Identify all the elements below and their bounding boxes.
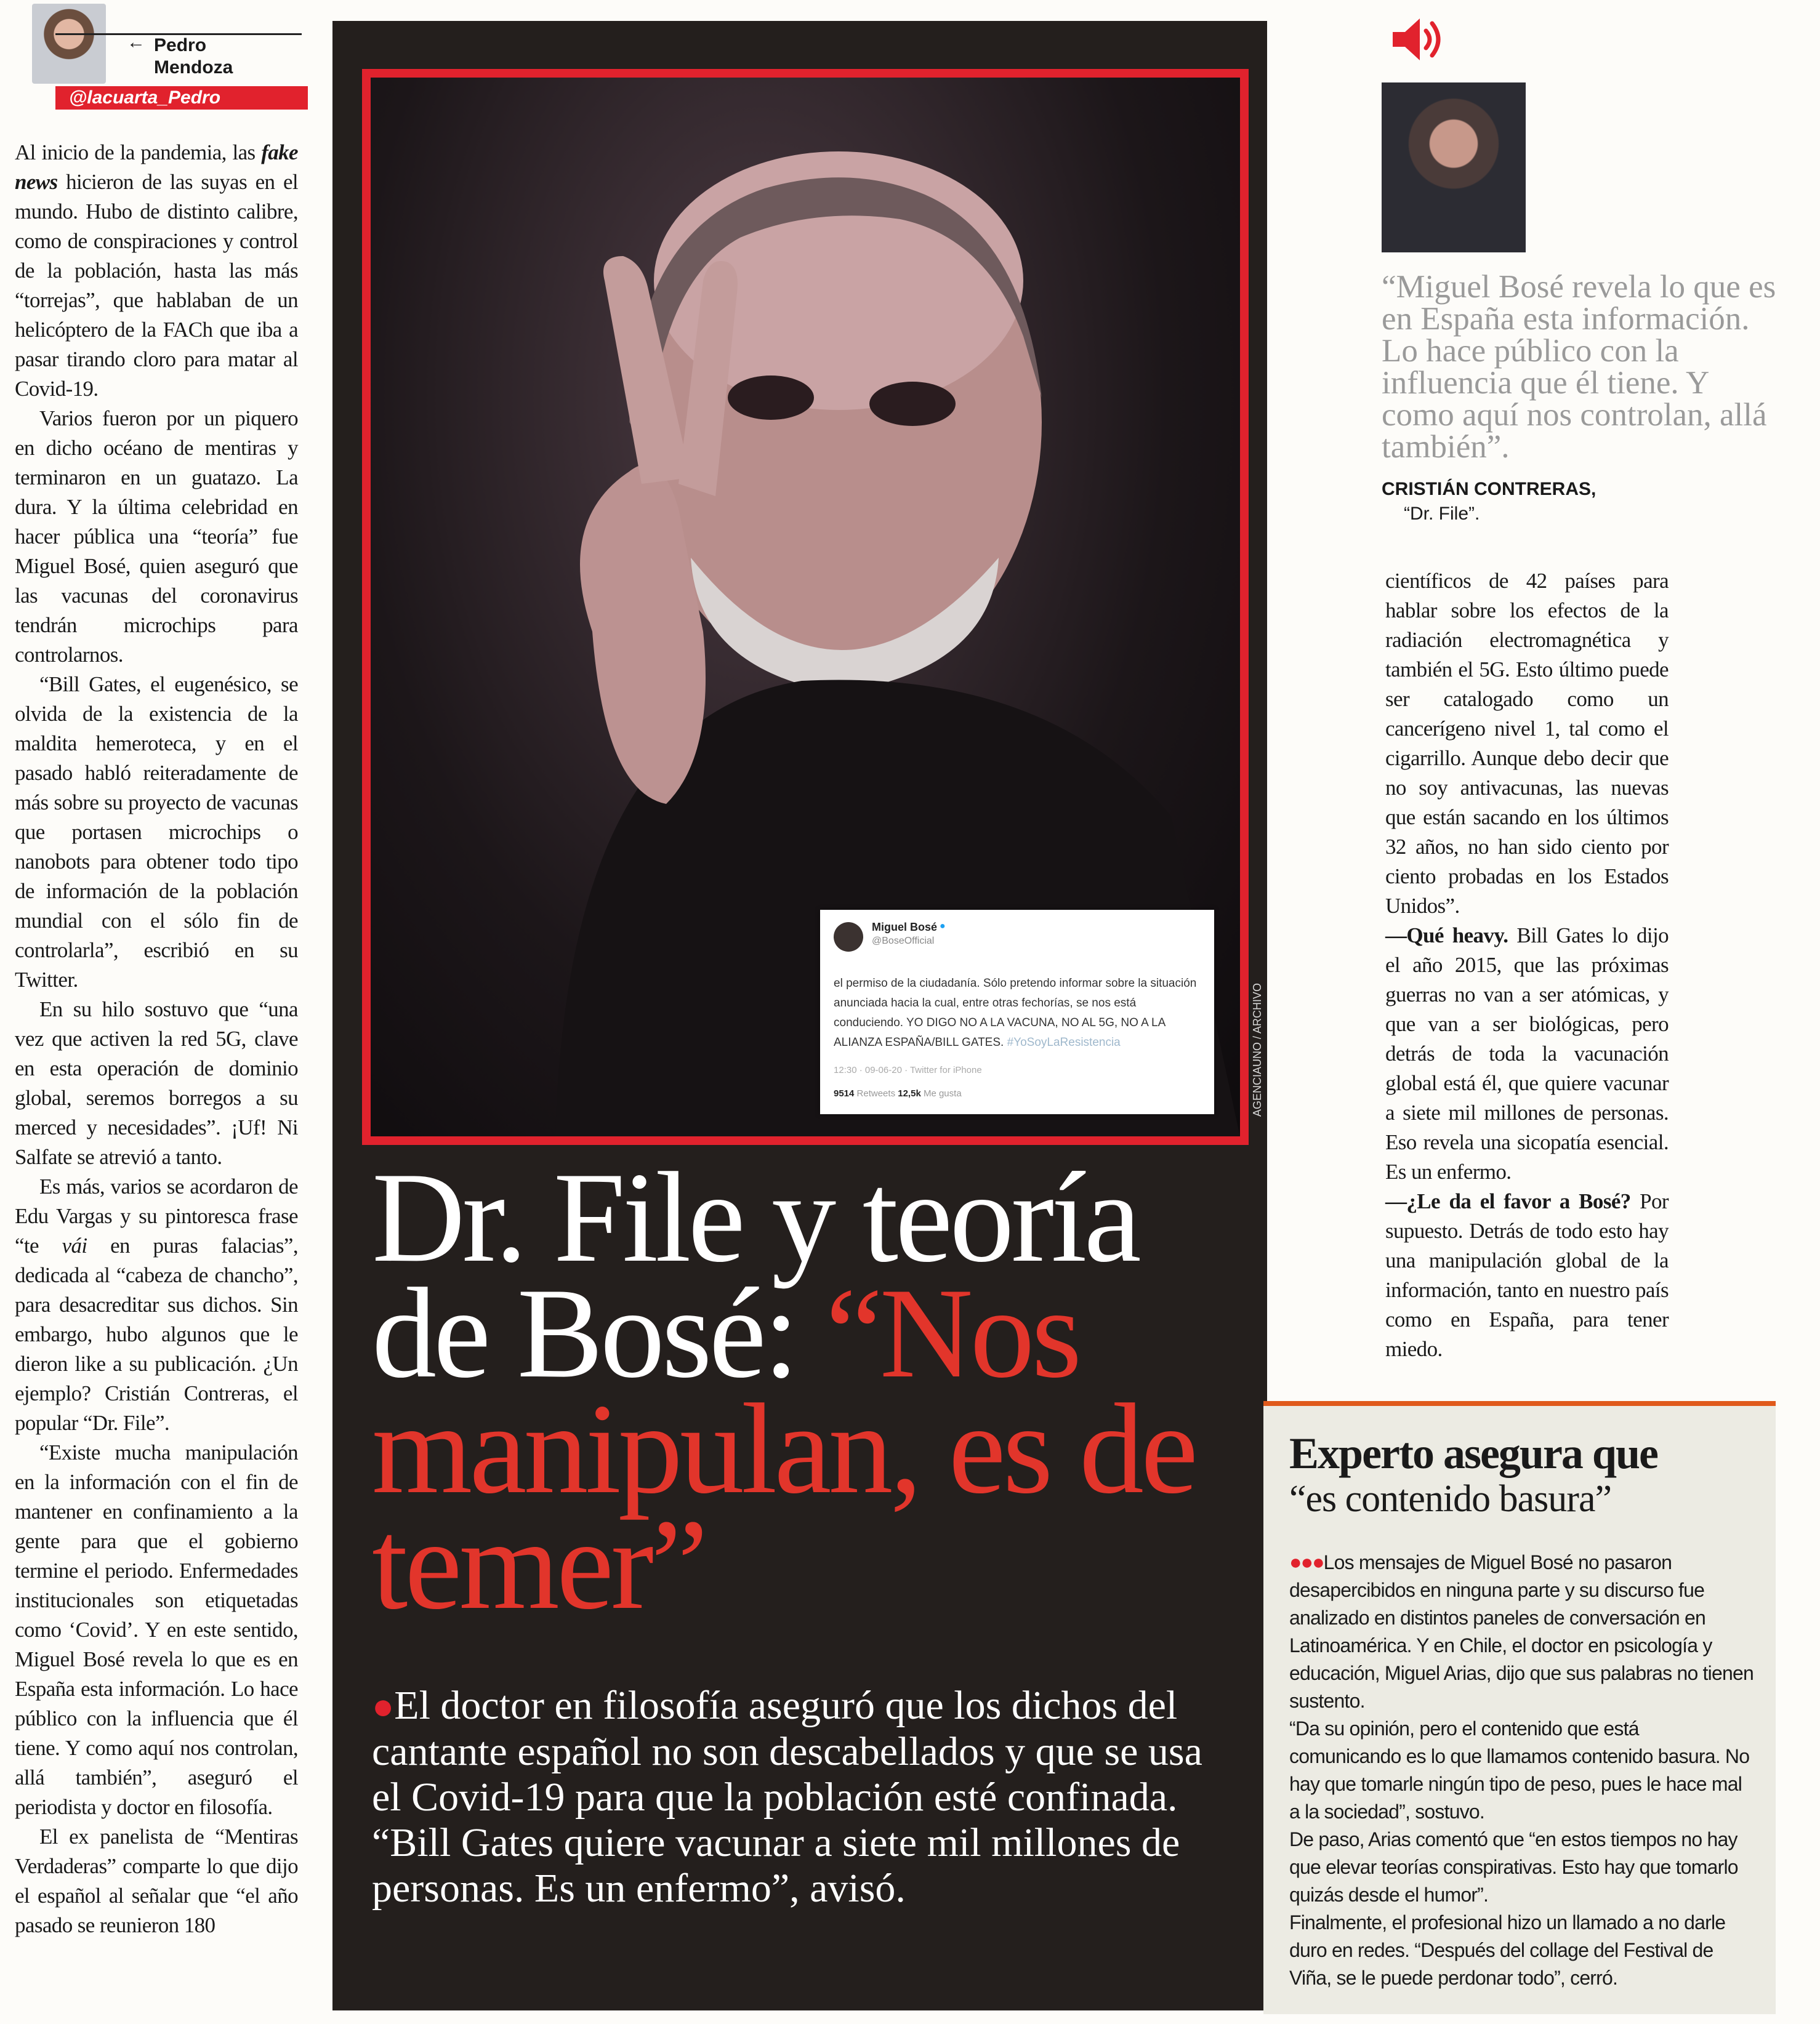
- interview-question: —Qué heavy.: [1385, 923, 1508, 947]
- bullet-dot: ●: [372, 1686, 395, 1727]
- left-article-body: [15, 138, 298, 1940]
- paragraph: “Da su opinión, pero el contenido que está comunicando es lo que llamamos contenido basura. No hay que tomarle ningún tipo de peso, pues le hace mal a la sociedad”, sostuvo.: [1289, 1717, 1750, 1823]
- tweet-avatar: [834, 922, 863, 952]
- paragraph: De paso, Arias comentó que “en estos tiempos no hay que elevar teorías conspirativas. Esto hay que tomarlo quizás desde el humor”.: [1289, 1828, 1738, 1906]
- right-article-body: [1385, 566, 1669, 1364]
- tweet-hashtag[interactable]: #YoSoyLaResistencia: [1007, 1036, 1121, 1049]
- author-last-name: Mendoza: [154, 57, 233, 78]
- speaker-icon: [1390, 15, 1446, 64]
- interview-exchange: —Qué heavy. Bill Gates lo dijo el año 2015, que las próximas guerras no van a ser atómicas, y que van a ser biológicas, pero detrás de toda la vacunación global está él, que quiere vacunar a siete mil millones de personas. Eso revela una sicopatía esencial. Es un enfermo.: [1385, 923, 1669, 1184]
- bullet-dots: ●●●: [1289, 1551, 1324, 1574]
- lead-paragraph: ●El doctor en filosofía aseguró que los dichos del cantante español no son descabellados y que se usa el Covid-19 para que la población esté confinada. “Bill Gates quiere vacunar a siete mil millones de personas. Es un enfermo”, avisó.: [372, 1683, 1202, 1911]
- paragraph: “Existe mucha manipulación en la información con el fin de mantener en confinamiento a la gente para que el gobierno termine el periodo. Enfermedades institucionales son etiquetadas como ‘Covid’. Y en este sentido, Miguel Bosé revela lo que es en España esta información. Lo hace público con la influencia que él tiene. Y como aquí nos controlan, allá también”, aseguró el periodista y doctor en filosofía.: [15, 1440, 298, 1819]
- photo-credit: AGENCIAUNO / ARCHIVO: [1251, 982, 1263, 1117]
- author-avatar: [32, 4, 106, 84]
- tweet-card[interactable]: [820, 910, 1214, 1114]
- paragraph: Finalmente, el profesional hizo un llamado a no darle duro en redes. “Después del collage del Festival de Viña, se le puede perdonar todo”, cerró.: [1289, 1911, 1726, 1989]
- author-twitter-handle[interactable]: @lacuarta_Pedro: [55, 86, 308, 110]
- tweet-text: el permiso de la ciudadanía. Sólo pretendo informar sobre la situación anunciada hacia la cual, entre otras fechorías, se nos está conduciendo. YO DIGO NO A LA VACUNA, NO AL 5G, NO A LA ALIANZA ESPAÑA/BILL GATES. #YoSoyLaResistencia: [834, 977, 1197, 1049]
- paragraph: científicos de 42 países para hablar sobre los efectos de la radiación electromagnética y también el 5G. Esto último puede ser catalogado como un cancerígeno nivel 1, tal como el cigarrillo. Aunque debo decir que no soy antivacunas, las nuevas que están sacando en los últimos 32 años, no han sido ciento por ciento probadas en los Estados Unidos”.: [1385, 569, 1669, 918]
- headline: Dr. File y teoría de Bosé: “Nos manipulan, es de temer”: [372, 1146, 1196, 1636]
- feature-panel: [332, 21, 1267, 2010]
- tweet-timestamp: 12:30 · 09-06-20 · Twitter for iPhone: [834, 1065, 982, 1075]
- author-first-name: Pedro: [154, 35, 207, 55]
- paragraph: Al inicio de la pandemia, las fake news hicieron de las suyas en el mundo. Hubo de distinto calibre, como de conspiraciones y control de la población, hasta las más “torrejas”, que hablaban de un helicóptero de la FACh que iba a pasar tirando cloro para matar al Covid-19.: [15, 140, 298, 401]
- interview-exchange: —¿Le da el favor a Bosé? Por supuesto. Detrás de todo esto hay una manipulación global de la información, tanto en nuestro país como en España, para tener miedo.: [1385, 1189, 1669, 1361]
- left-column: [0, 0, 308, 2024]
- paragraph: “Bill Gates, el eugenésico, se olvida de la existencia de la maldita hemeroteca, y en el pasado habló reiteradamente de más sobre su proyecto de vacunas que portasen microchips o nanobots para obtener todo tipo de información de la población mundial con el sólo fin de controlarla”, escribió en su Twitter.: [15, 672, 298, 992]
- author-name: [154, 34, 302, 79]
- tweet-author-name: Miguel Bosé: [872, 921, 938, 933]
- tweet-author-handle: @BoseOfficial: [872, 936, 935, 946]
- headline-quote: “Nos manipulan, es de temer”: [372, 1262, 1196, 1636]
- vai-term: vái: [62, 1234, 87, 1258]
- arrow-left-icon: ←: [127, 32, 145, 52]
- paragraph: ●●●Los mensajes de Miguel Bosé no pasaron desapercibidos en ninguna parte y su discurso fue analizado en distintos paneles de conversación en Latinoamérica. Y en Chile, el doctor en psicología y educación, Miguel Arias, dijo que sus palabras no tienen sustento.: [1289, 1551, 1754, 1712]
- interview-question: —¿Le da el favor a Bosé?: [1385, 1189, 1631, 1213]
- paragraph: En su hilo sostuvo que “una vez que activen la red 5G, clave en esta operación de dominio global, seremos borregos a su merced y necesidades”. ¡Uf! Ni Salfate se atrevió a tanto.: [15, 997, 298, 1169]
- paragraph: El ex panelista de “Mentiras Verdaderas” comparte lo que dijo el español al señalar que “el año pasado se reunieron 180: [15, 1825, 298, 1937]
- verified-icon: ●: [940, 921, 946, 931]
- expert-sidebar: [1263, 1401, 1776, 2014]
- sidebar-body: [1289, 1549, 1755, 1992]
- paragraph: Varios fueron por un piquero en dicho océano de mentiras y terminaron en un guatazo. La dura. Y la última celebridad en hacer pública una “teoría” fue Miguel Bosé, quien aseguró que las vacunas del coronavirus tendrán microchips para controlarnos.: [15, 406, 298, 667]
- main-photo: [362, 69, 1249, 1145]
- sidebar-title: Experto asegura que: [1289, 1429, 1657, 1478]
- tweet-stats: 9514 Retweets 12,5k Me gusta: [834, 1088, 962, 1099]
- sidebar-subtitle: “es contenido basura”: [1289, 1478, 1611, 1520]
- paragraph: Es más, varios se acordaron de Edu Vargas y su pintoresca frase “te vái en puras falacias”, dedicada al “cabeza de chancho”, para desacreditar sus dichos. Sin embargo, hubo algunos que le dieron like a su publicación. ¿Un ejemplo? Cristián Contreras, el popular “Dr. File”.: [15, 1175, 298, 1435]
- pull-quote: “Miguel Bosé revela lo que es en España esta información. Lo hace público con la influencia que él tiene. Y como aquí nos controlan, allá también”.: [1382, 269, 1776, 465]
- quote-author: CRISTIÁN CONTRERAS,: [1382, 479, 1597, 499]
- quote-author-role: “Dr. File”.: [1404, 504, 1480, 524]
- dr-file-photo: [1382, 82, 1526, 252]
- fake-news-term: fake news: [15, 140, 298, 194]
